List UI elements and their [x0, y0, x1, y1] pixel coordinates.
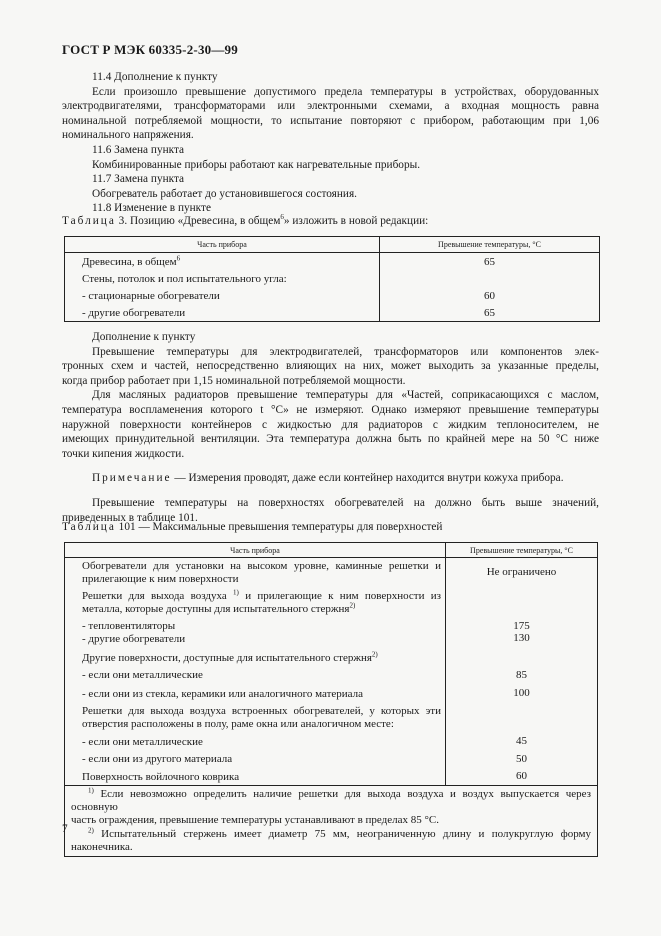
- table-3: [64, 236, 600, 322]
- table-row: Поверхность войлочного коврика 60: [65, 768, 598, 786]
- note: Примечание — Измерения проводят, даже если контейнер находится внутри кожуха прибора.: [92, 472, 564, 485]
- section-11-7-title: 11.7 Замена пункта: [92, 173, 185, 186]
- table-row: Обогреватели для установки на высоком уровне, каминные решетки и прилегающие к ним поверхности Не ограничено: [65, 558, 598, 588]
- table101-caption: Таблица 101 — Максимальные превышения температуры для поверхностей: [62, 521, 443, 533]
- table3-caption-label: Таблица: [62, 215, 116, 227]
- table-row: - если они из стекла, керамики или аналогичного материала 100: [65, 684, 598, 703]
- section-11-6-text: Комбинированные приборы работают как нагревательные приборы.: [92, 158, 421, 171]
- supplement-section: Дополнение к пункту Превышение температуры для электродвигателей, трансформаторов или компонентов элек- тронных схем и частей, непосредственно влияющих на них, может выходить за указанные пределы, когда прибор работает при 1,15 номинальной потребляемой мощности. Для масляных радиаторов превышение температуры для «Частей, соприкасающихся с маслом, температура воспламенения которого t °С» не измеряют. Однако измеряют превышение температуры наружной поверхности контейнеров с жидкостью для радиаторов с жидким теплоносителем, не имеющих принудительной вентиляции. Эта температура должна быть по крайней мере на 50 °С ниже точки кипения жидкости. Примечание — Измерения проводят, даже если контейнер находится внутри кожуха прибора. Превышение температуры на поверхностях обогревателей на должно быть выше значений, приведенных в таблице 101.: [62, 331, 599, 524]
- note-label: Примечание: [92, 472, 172, 485]
- section-11-4-line-3: номинальной потребляемой мощности, то испытание повторяют с прибором, работающим при 1,06: [62, 114, 599, 127]
- table101-header-part: Часть прибора: [65, 543, 446, 558]
- section-11-6-title: 11.6 Замена пункта: [92, 143, 185, 156]
- table-row: - стационарные обогреватели 60: [65, 287, 600, 304]
- table3-caption: Таблица 3. Позицию «Древесина, в общем$^6$» изложить в новой редакции:: [62, 213, 429, 227]
- table-row: - другие обогреватели 65: [65, 304, 600, 322]
- table3-header-part: Часть прибора: [65, 237, 380, 253]
- section-11-7-text: Обогреватель работает до установившегося состояния.: [92, 187, 357, 200]
- table3-header-temp: Превышение температуры, °С: [380, 237, 600, 253]
- document-header: ГОСТ Р МЭК 60335-2-30—99: [62, 42, 238, 57]
- table-row: - если они металлические 45: [65, 733, 598, 751]
- section-11-4-line-4: номинального напряжения.: [62, 129, 194, 142]
- supplement-title: Дополнение к пункту: [92, 331, 196, 343]
- table-row: Решетки для выхода воздуха $^{1)}$ и прилегающие к ним поверхности из металла, которые доступны для испытательного стержня$^{2)}$: [65, 587, 598, 617]
- section-11-4-title: 11.4 Дополнение к пункту: [92, 71, 218, 83]
- table-row: - тепловентиляторы - другие обогреватели 175 130: [65, 617, 598, 647]
- section-11-8-title: 11.8 Изменение в пункте: [92, 202, 211, 215]
- table-101: [64, 542, 598, 857]
- section-11-4-line-1: Если произошло превышение допустимого предела температуры в устройствах, оборудованных: [92, 85, 599, 98]
- table-footnotes: $^{1)}$ Если невозможно определить наличие решетки для выхода воздуха и воздух выпускается через основную часть ограждения, превышение температуры устанавливают в пределах 85 °С. $^{2)}$ Испытательный стержень имеет диаметр 75 мм, неограниченную длину и полукруглую форму наконечника.: [65, 786, 598, 857]
- table-row: Древесина, в общем$^6$ 65: [65, 253, 600, 271]
- table-row: - если они из другого материала 50: [65, 750, 598, 768]
- table-row: Решетки для выхода воздуха встроенных обогревателей, у которых эти отверстия расположены в полу, раме окна или аналогичном месте:: [65, 702, 598, 732]
- page-number: 7: [62, 823, 68, 835]
- section-11-4: [62, 70, 599, 216]
- section-11-4-line-2: электродвигателями, трансформаторами или электронными схемами, а входная мощность равна: [62, 100, 599, 113]
- table101-header-temp: Превышение температуры, °С: [446, 543, 598, 558]
- table-row: - если они металлические 85: [65, 666, 598, 684]
- table-row: Другие поверхности, доступные для испытательного стержня$^{2)}$: [65, 648, 598, 667]
- table-row: Стены, потолок и пол испытательного угла:: [65, 270, 600, 287]
